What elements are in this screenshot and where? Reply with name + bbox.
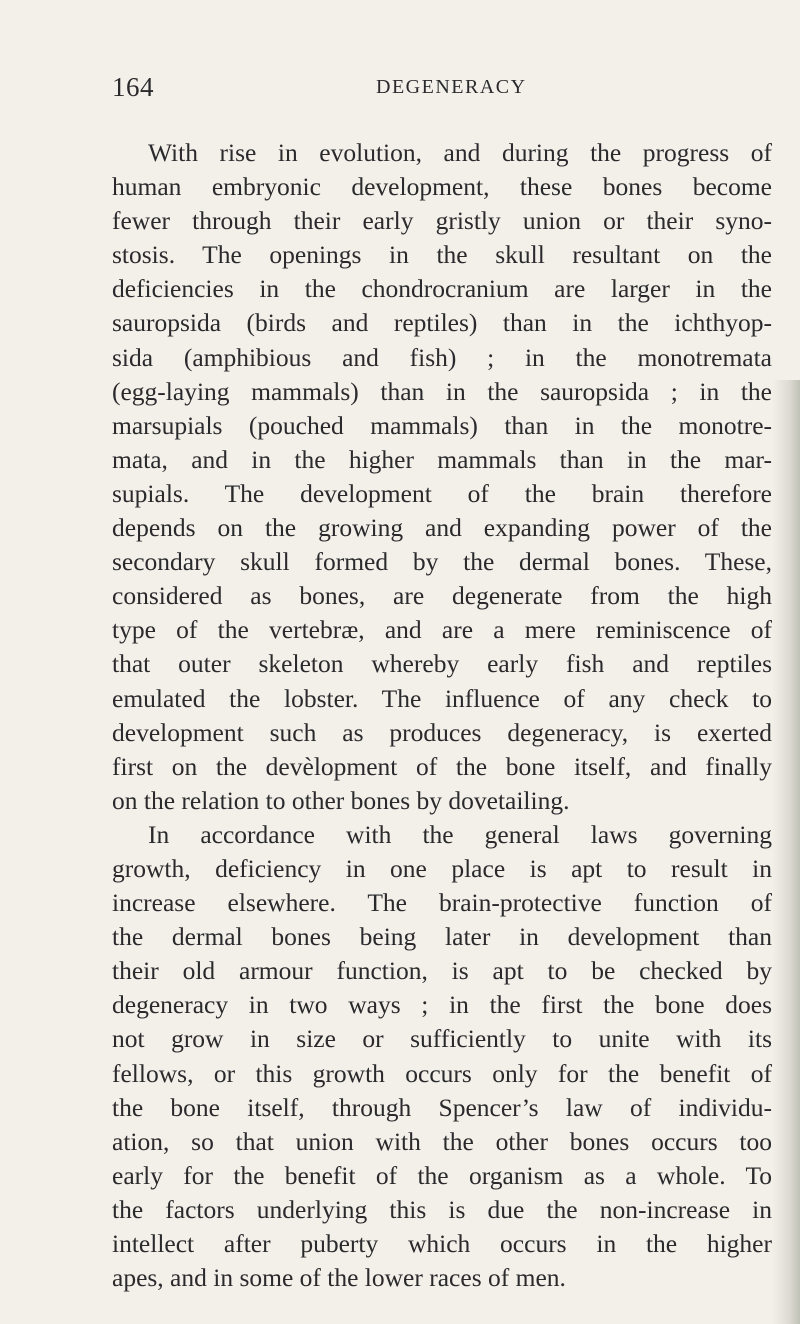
text-line: human embryonic development, these bones become <box>112 172 772 202</box>
text-line: degeneracy in two ways ; in the first the bone does <box>112 990 772 1020</box>
text-line: on the relation to other bones by dovetailing. <box>112 785 570 815</box>
body-text <box>112 136 772 1295</box>
text-line: sauropsida (birds and reptiles) than in the ichthyop- <box>112 308 772 338</box>
text-line: their old armour function, is apt to be checked by <box>112 956 772 986</box>
text-line: increase elsewhere. The brain-protective function of <box>112 888 772 918</box>
text-line: fewer through their early gristly union or their syno- <box>112 206 772 236</box>
text-line: With rise in evolution, and during the progress of <box>148 138 772 167</box>
text-line: stosis. The openings in the skull resultant on the <box>112 240 772 270</box>
page-number: 164 <box>112 72 154 102</box>
running-head: DEGENERACY <box>376 76 527 98</box>
text-line: marsupials (pouched mammals) than in the monotre- <box>112 410 772 440</box>
text-line: secondary skull formed by the dermal bones. These, <box>112 547 772 577</box>
page-header <box>112 72 732 112</box>
text-line: fellows, or this growth occurs only for the benefit of <box>112 1058 772 1088</box>
text-line: growth, deficiency in one place is apt to result in <box>112 853 772 883</box>
text-line: mata, and in the higher mammals than in the mar- <box>112 444 772 474</box>
text-line: intellect after puberty which occurs in the higher <box>112 1229 772 1258</box>
text-line: deficiencies in the chondrocranium are larger in the <box>112 274 772 304</box>
text-line: development such as produces degeneracy, is exerted <box>112 717 772 747</box>
text-line: depends on the growing and expanding power of the <box>112 513 772 543</box>
text-line: the bone itself, through Spencer’s law of individu- <box>112 1092 772 1122</box>
text-line: supials. The development of the brain therefore <box>112 478 772 508</box>
text-line: In accordance with the general laws governing <box>148 819 772 849</box>
text-line: type of the vertebræ, and are a mere reminiscence of <box>112 615 772 645</box>
text-line: the dermal bones being later in development than <box>112 922 772 952</box>
text-line: not grow in size or sufficiently to unite with its <box>112 1024 772 1054</box>
text-line: sida (amphibious and fish) ; in the monotremata <box>112 342 772 372</box>
text-line: the factors underlying this is due the non-increase in <box>112 1194 772 1224</box>
text-line: considered as bones, are degenerate from the high <box>112 581 772 611</box>
text-line: early for the benefit of the organism as a whole. To <box>112 1160 772 1190</box>
text-line: first on the devèlopment of the bone itself, and finally <box>112 751 772 781</box>
text-line: that outer skeleton whereby early fish and reptiles <box>112 649 772 679</box>
paragraph-1 <box>112 136 772 818</box>
page-edge-shadow <box>772 380 800 1324</box>
text-line: apes, and in some of the lower races of men. <box>112 1263 566 1293</box>
paragraph-2 <box>112 818 772 1295</box>
text-line: emulated the lobster. The influence of any check to <box>112 683 772 713</box>
text-line: ation, so that union with the other bones occurs too <box>112 1126 772 1156</box>
text-line: (egg-laying mammals) than in the sauropsida ; in the <box>112 376 772 406</box>
